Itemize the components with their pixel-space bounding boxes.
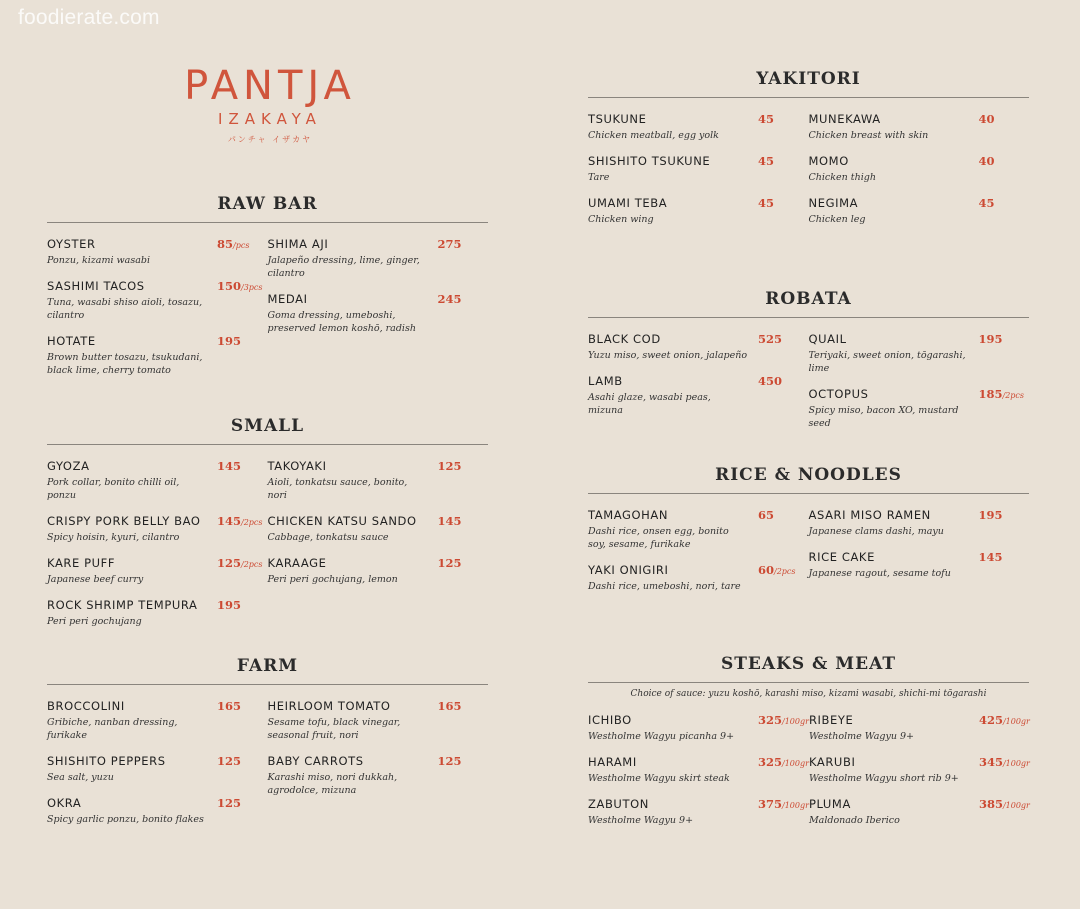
item-price: [438, 754, 462, 768]
item-price-value: 525: [758, 332, 783, 346]
item-price: [217, 754, 241, 768]
item-name: HOTATE: [47, 334, 96, 348]
item-price: [979, 332, 1003, 346]
menu-item-header: [47, 459, 268, 473]
menu-item-header: [809, 550, 1030, 564]
item-description: Gribiche, nanban dressing, furikake: [47, 717, 178, 741]
section-title: SMALL: [47, 416, 488, 445]
menu-item: [809, 154, 1030, 184]
item-description: Teriyaki, sweet onion, tōgarashi, lime: [808, 350, 966, 374]
item-price-value: 85: [217, 237, 234, 251]
menu-item: [809, 550, 1030, 580]
item-description: Peri peri gochujang: [47, 616, 142, 627]
item-price-value: 345: [978, 755, 1003, 769]
menu-item: [47, 598, 268, 628]
item-description: Cabbage, tonkatsu sauce: [267, 532, 389, 543]
item-name: MUNEKAWA: [808, 112, 881, 126]
item-price: [438, 459, 462, 473]
menu-item-header: [47, 556, 268, 570]
menu-column-right: [268, 237, 489, 389]
menu-column-right: [809, 713, 1030, 839]
item-price: [217, 279, 263, 293]
menu-column-right: [809, 508, 1030, 605]
menu-item: [809, 797, 1030, 827]
menu-item: [809, 713, 1030, 743]
menu-item: [268, 292, 489, 335]
watermark: foodierate.com: [18, 6, 160, 29]
menu-item: [809, 332, 1030, 375]
menu-item-header: [809, 112, 1030, 126]
menu-item: [47, 279, 268, 322]
item-price-value: 185: [978, 387, 1003, 401]
menu-item: [809, 387, 1030, 430]
menu-columns: [588, 508, 1029, 605]
item-price-unit: /100gr: [1002, 801, 1030, 810]
item-name: LAMB: [588, 374, 623, 388]
menu-item: [47, 796, 268, 826]
item-name: OKRA: [47, 796, 82, 810]
item-name: KARUBI: [808, 755, 856, 769]
menu-item-header: [47, 699, 268, 713]
item-price-value: 325: [758, 713, 783, 727]
item-price: [979, 550, 1003, 564]
menu-item-header: [47, 598, 268, 612]
menu-column-left: [47, 699, 268, 838]
item-price: [217, 556, 263, 570]
menu-item: [588, 332, 809, 362]
item-price-value: 65: [758, 508, 775, 522]
menu-item: [809, 112, 1030, 142]
item-price-value: 150: [217, 279, 242, 293]
menu-column-right: [809, 112, 1030, 238]
item-name: RIBEYE: [808, 713, 854, 727]
item-price: [217, 598, 241, 612]
item-price: [758, 755, 809, 769]
menu-column-left: [588, 508, 809, 605]
item-price-value: 165: [217, 699, 242, 713]
item-price: [758, 563, 796, 577]
menu-column-left: [47, 237, 268, 389]
item-description: Dashi rice, onsen egg, bonito soy, sesame, furikake: [588, 526, 729, 550]
item-description: Karashi miso, nori dukkah, agrodolce, mizuna: [267, 772, 398, 796]
item-name: ASARI MISO RAMEN: [808, 508, 931, 522]
item-price-value: 125: [437, 754, 462, 768]
item-description: Asahi glaze, wasabi peas, mizuna: [588, 392, 711, 416]
menu-item-header: [588, 797, 809, 811]
item-name: SHISHITO TSUKUNE: [588, 154, 711, 168]
section-rice-noodles: [588, 465, 1029, 605]
item-description: Chicken thigh: [808, 172, 876, 183]
menu-item-header: [268, 459, 489, 473]
item-price-unit: /100gr: [782, 759, 809, 768]
item-price: [758, 374, 782, 388]
menu-item: [47, 556, 268, 586]
section-yakitori: [588, 69, 1029, 238]
menu-item-header: [809, 332, 1030, 346]
section-title: RICE & NOODLES: [588, 465, 1029, 494]
item-price-value: 245: [437, 292, 462, 306]
item-price: [217, 459, 241, 473]
item-name: RICE CAKE: [808, 550, 875, 564]
menu-item: [47, 334, 268, 377]
item-price-value: 125: [217, 796, 242, 810]
item-description: Westholme Wagyu picanha 9+: [588, 731, 735, 742]
menu-item: [47, 237, 268, 267]
item-price-unit: /100gr: [782, 801, 809, 810]
item-description: Tare: [588, 172, 610, 183]
menu-item: [588, 374, 809, 417]
item-price-value: 45: [758, 154, 775, 168]
item-price: [438, 237, 462, 251]
item-name: BLACK COD: [588, 332, 661, 346]
item-price-unit: /2pcs: [241, 560, 263, 569]
item-name: QUAIL: [808, 332, 847, 346]
menu-item: [809, 196, 1030, 226]
item-price: [979, 713, 1030, 727]
item-description: Dashi rice, umeboshi, nori, tare: [588, 581, 741, 592]
menu-item: [588, 508, 809, 551]
menu-item-header: [268, 292, 489, 306]
item-price: [979, 755, 1030, 769]
item-name: CRISPY PORK BELLY BAO: [47, 514, 201, 528]
item-description: Aioli, tonkatsu sauce, bonito, nori: [267, 477, 408, 501]
item-name: TAKOYAKI: [267, 459, 327, 473]
menu-item-header: [47, 514, 268, 528]
section-raw-bar: [47, 194, 488, 389]
section-title: RAW BAR: [47, 194, 488, 223]
item-name: HARAMI: [588, 755, 637, 769]
section-title: ROBATA: [588, 289, 1029, 318]
item-price-value: 125: [437, 556, 462, 570]
menu-item: [809, 755, 1030, 785]
item-price-unit: /2pcs: [241, 518, 263, 527]
menu-item-header: [809, 755, 1030, 769]
menu-item: [47, 699, 268, 742]
item-name: GYOZA: [47, 459, 90, 473]
item-description: Maldonado Iberico: [808, 815, 900, 826]
item-description: Peri peri gochujang, lemon: [267, 574, 398, 585]
menu-item: [268, 699, 489, 742]
item-description: Goma dressing, umeboshi, preserved lemon koshō, radish: [267, 310, 416, 334]
item-price: [217, 796, 241, 810]
item-price-value: 195: [978, 508, 1003, 522]
menu-item-header: [47, 279, 268, 293]
item-description: Jalapeño dressing, lime, ginger, cilantro: [267, 255, 420, 279]
menu-item-header: [268, 514, 489, 528]
menu-item-header: [47, 754, 268, 768]
item-price-unit: /100gr: [1002, 759, 1030, 768]
item-description: Tuna, wasabi shiso aioli, tosazu, cilantro: [47, 297, 203, 321]
item-name: ICHIBO: [588, 713, 632, 727]
menu-item-header: [588, 154, 809, 168]
item-description: Westholme Wagyu short rib 9+: [808, 773, 959, 784]
menu-item: [47, 459, 268, 502]
item-description: Westholme Wagyu 9+: [588, 815, 694, 826]
item-price-value: 145: [437, 514, 462, 528]
item-price: [217, 514, 263, 528]
menu-item-header: [588, 713, 809, 727]
section-farm: [47, 656, 488, 838]
menu-item-header: [588, 563, 809, 577]
menu-columns: [588, 713, 1029, 839]
item-price-value: 450: [758, 374, 783, 388]
menu-item-header: [47, 237, 268, 251]
menu-item-header: [268, 699, 489, 713]
menu-item-header: [268, 754, 489, 768]
section-title: FARM: [47, 656, 488, 685]
item-price: [979, 112, 995, 126]
item-name: KARAAGE: [267, 556, 327, 570]
menu-item-header: [588, 374, 809, 388]
menu-item-header: [809, 713, 1030, 727]
item-price: [758, 332, 782, 346]
item-description: Japanese ragout, sesame tofu: [808, 568, 951, 579]
menu-item: [268, 459, 489, 502]
item-name: BROCCOLINI: [47, 699, 125, 713]
item-name: PLUMA: [808, 797, 851, 811]
menu-columns: [588, 332, 1029, 442]
item-price: [438, 556, 462, 570]
menu-item-header: [809, 508, 1030, 522]
item-price: [438, 292, 462, 306]
menu-item-header: [809, 196, 1030, 210]
item-price-unit: /3pcs: [241, 283, 263, 292]
menu-item-header: [588, 508, 809, 522]
menu-item: [268, 514, 489, 544]
section-title: YAKITORI: [588, 69, 1029, 98]
item-price: [979, 387, 1025, 401]
item-description: Chicken leg: [808, 214, 866, 225]
item-price: [758, 797, 809, 811]
item-price: [438, 699, 462, 713]
section-small: [47, 416, 488, 640]
menu-item: [268, 237, 489, 280]
item-description: Japanese beef curry: [47, 574, 144, 585]
menu-column-right: [268, 459, 489, 640]
item-price-unit: /pcs: [233, 241, 250, 250]
item-description: Chicken breast with skin: [808, 130, 929, 141]
item-price: [217, 237, 249, 251]
item-name: SHISHITO PEPPERS: [47, 754, 166, 768]
item-price-value: 195: [217, 598, 242, 612]
item-price-value: 425: [978, 713, 1003, 727]
section-robata: [588, 289, 1029, 442]
restaurant-logo: [130, 64, 410, 145]
item-price: [979, 508, 1003, 522]
item-name: BABY CARROTS: [267, 754, 364, 768]
logo-name: PANTJA: [184, 63, 356, 109]
section-steaks-meat: [588, 654, 1029, 839]
item-price-value: 165: [437, 699, 462, 713]
menu-item: [588, 755, 809, 785]
item-price-value: 45: [978, 196, 995, 210]
menu-column-right: [268, 699, 489, 838]
menu-item: [588, 196, 809, 226]
item-description: Pork collar, bonito chilli oil, ponzu: [47, 477, 180, 501]
menu-column-left: [588, 112, 809, 238]
menu-item: [588, 797, 809, 827]
menu-item-header: [809, 797, 1030, 811]
item-price-value: 195: [217, 334, 242, 348]
item-description: Ponzu, kizami wasabi: [47, 255, 150, 266]
item-price-unit: /2pcs: [1002, 391, 1025, 400]
item-description: Spicy hoisin, kyuri, cilantro: [47, 532, 180, 543]
item-price: [758, 196, 774, 210]
menu-column-left: [47, 459, 268, 640]
item-name: SASHIMI TACOS: [47, 279, 145, 293]
item-price-unit: /2pcs: [774, 567, 796, 576]
menu-item-header: [588, 755, 809, 769]
item-name: SHIMA AJI: [267, 237, 329, 251]
item-name: YAKI ONIGIRI: [588, 563, 669, 577]
item-price: [217, 699, 241, 713]
item-price-value: 275: [437, 237, 462, 251]
item-name: KARE PUFF: [47, 556, 116, 570]
menu-columns: [47, 237, 488, 389]
item-name: HEIRLOOM TOMATO: [267, 699, 391, 713]
item-description: Yuzu miso, sweet onion, jalapeño: [588, 350, 748, 361]
menu-item-header: [588, 332, 809, 346]
logo-subtitle: IZAKAYA: [218, 110, 322, 128]
item-price-value: 195: [978, 332, 1003, 346]
menu-item: [809, 508, 1030, 538]
item-price: [758, 713, 809, 727]
menu-item: [588, 154, 809, 184]
item-description: Chicken wing: [588, 214, 654, 225]
item-price-value: 45: [758, 196, 775, 210]
item-name: TAMAGOHAN: [588, 508, 669, 522]
item-price-value: 145: [217, 514, 242, 528]
menu-item: [268, 754, 489, 797]
item-price-value: 40: [978, 154, 995, 168]
menu-item: [47, 754, 268, 784]
item-name: ROCK SHRIMP TEMPURA: [47, 598, 198, 612]
item-price-value: 60: [758, 563, 775, 577]
item-description: Spicy garlic ponzu, bonito flakes: [47, 814, 204, 825]
item-price: [979, 797, 1030, 811]
menu-item-header: [588, 196, 809, 210]
item-description: Chicken meatball, egg yolk: [588, 130, 719, 141]
item-name: TSUKUNE: [588, 112, 647, 126]
menu-item-header: [47, 796, 268, 810]
item-name: MOMO: [808, 154, 849, 168]
item-description: Sesame tofu, black vinegar, seasonal fruit, nori: [267, 717, 401, 741]
menu-item-header: [809, 154, 1030, 168]
item-price: [979, 196, 995, 210]
item-price-value: 125: [217, 754, 242, 768]
menu-item-header: [588, 112, 809, 126]
item-description: Japanese clams dashi, mayu: [808, 526, 944, 537]
menu-column-left: [588, 332, 809, 442]
item-description: Spicy miso, bacon XO, mustard seed: [808, 405, 959, 429]
item-description: Sea salt, yuzu: [47, 772, 114, 783]
item-price-value: 45: [758, 112, 775, 126]
menu-item: [588, 112, 809, 142]
item-price-unit: /100gr: [1002, 717, 1030, 726]
item-price-value: 145: [978, 550, 1003, 564]
menu-item: [588, 713, 809, 743]
menu-item-header: [47, 334, 268, 348]
sauce-note: Choice of sauce: yuzu koshō, karashi miso, kizami wasabi, shichi-mi tōgarashi: [630, 689, 987, 699]
item-price: [217, 334, 241, 348]
item-name: OYSTER: [47, 237, 96, 251]
menu-item-header: [268, 556, 489, 570]
item-price-value: 125: [217, 556, 242, 570]
menu-columns: [47, 699, 488, 838]
item-name: CHICKEN KATSU SANDO: [267, 514, 417, 528]
menu-column-left: [588, 713, 809, 839]
item-price-value: 40: [978, 112, 995, 126]
item-price: [758, 508, 774, 522]
item-price-value: 375: [758, 797, 783, 811]
item-price-value: 325: [758, 755, 783, 769]
menu-columns: [588, 112, 1029, 238]
menu-columns: [47, 459, 488, 640]
item-description: Brown butter tosazu, tsukudani, black lime, cherry tomato: [47, 352, 203, 376]
menu-item-header: [809, 387, 1030, 401]
item-name: NEGIMA: [808, 196, 859, 210]
item-description: Westholme Wagyu skirt steak: [588, 773, 730, 784]
item-price: [758, 154, 774, 168]
section-title: STEAKS & MEAT: [588, 654, 1029, 683]
item-name: OCTOPUS: [808, 387, 869, 401]
menu-item: [268, 556, 489, 586]
item-description: Westholme Wagyu 9+: [808, 731, 914, 742]
menu-item: [47, 514, 268, 544]
item-price-value: 145: [217, 459, 242, 473]
item-price-value: 125: [437, 459, 462, 473]
menu-column-right: [809, 332, 1030, 442]
item-price: [438, 514, 462, 528]
logo-kana: パンチャ イザカヤ: [227, 135, 313, 144]
menu-item-header: [268, 237, 489, 251]
menu-item: [588, 563, 809, 593]
item-name: MEDAI: [267, 292, 308, 306]
item-name: UMAMI TEBA: [588, 196, 668, 210]
item-price-value: 385: [978, 797, 1003, 811]
item-price: [979, 154, 995, 168]
item-price: [758, 112, 774, 126]
item-price-unit: /100gr: [782, 717, 809, 726]
item-name: ZABUTON: [588, 797, 649, 811]
